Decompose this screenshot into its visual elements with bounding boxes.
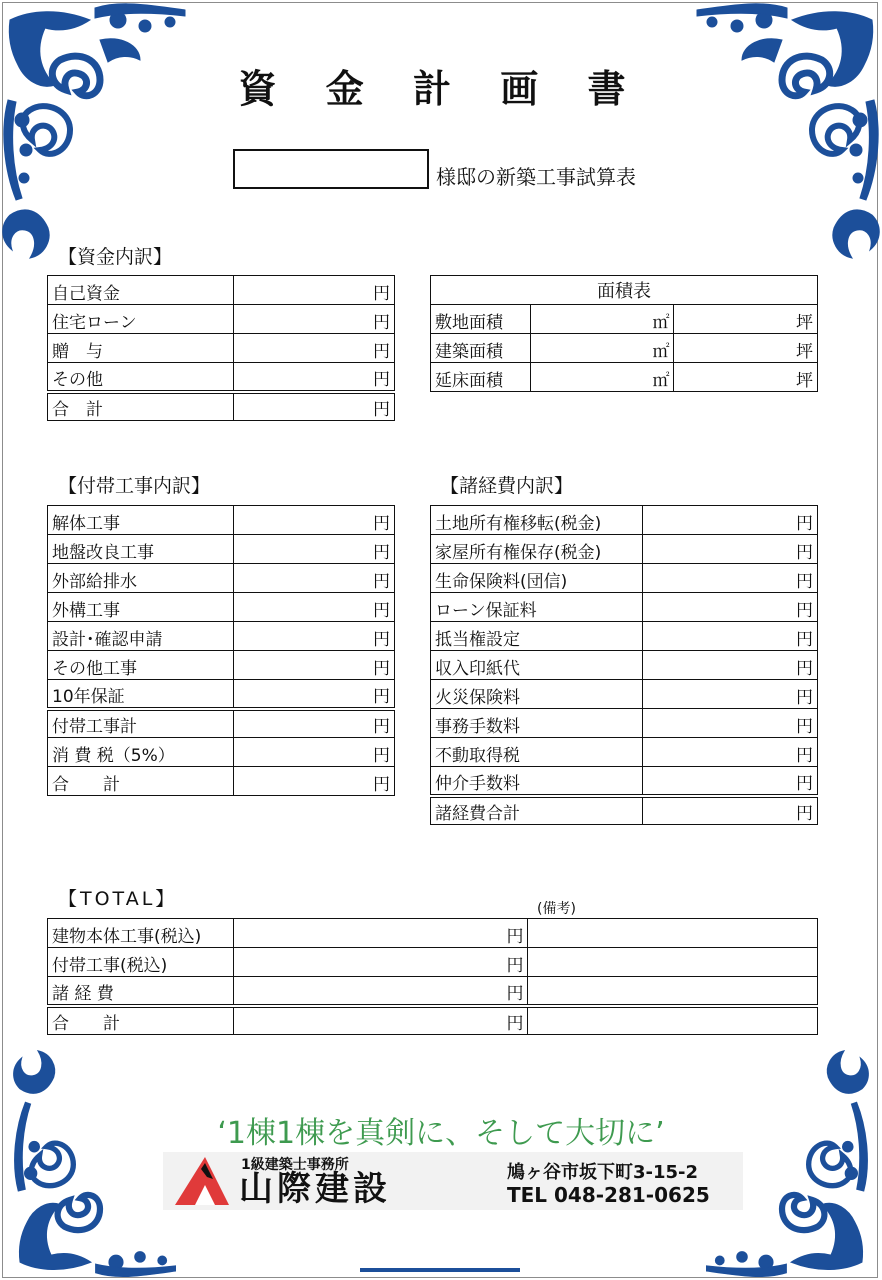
row-label: 解体工事 [48, 506, 234, 535]
row-label: 諸経費合計 [431, 796, 643, 825]
row-label: ローン保証料 [431, 593, 643, 622]
row-label: 事務手数料 [431, 709, 643, 738]
amount-cell[interactable]: 円 [233, 564, 394, 593]
row-label: 自己資金 [48, 276, 234, 305]
row-label: 抵当権設定 [431, 622, 643, 651]
ornament-corner-top-right [682, 0, 882, 270]
ornament-bottom-line [360, 1268, 520, 1272]
client-name-box[interactable] [233, 149, 429, 189]
table-row [48, 919, 818, 948]
notes-label: (備考) [537, 901, 576, 917]
row-label: 収入印紙代 [431, 651, 643, 680]
page-title: 資 金 計 画 書 [238, 67, 644, 111]
amount-cell[interactable]: 円 [233, 680, 394, 709]
notes-cell[interactable] [528, 919, 818, 948]
amount-cell[interactable]: 円 [233, 767, 394, 796]
amount-cell[interactable]: 円 [642, 709, 817, 738]
table-row [48, 564, 395, 593]
company-address: 鳩ヶ谷市坂下町3-15-2 [507, 1162, 699, 1183]
row-label: 生命保険料(団信) [431, 564, 643, 593]
company-logo-icon [171, 1155, 233, 1207]
row-label: 贈 与 [48, 334, 234, 363]
total-row [48, 392, 395, 421]
table-row [48, 651, 395, 680]
notes-cell[interactable] [528, 948, 818, 977]
amount-cell[interactable]: 円 [233, 276, 394, 305]
table-row [48, 334, 395, 363]
amount-cell[interactable]: 円 [642, 593, 817, 622]
amount-cell[interactable]: 円 [233, 738, 394, 767]
misc-costs-heading: 【諸経費内訳】 [440, 475, 574, 497]
row-label: 諸 経 費 [48, 977, 234, 1006]
row-label: 合 計 [48, 767, 234, 796]
row-label: 合 計 [48, 392, 234, 421]
total-row [48, 767, 395, 796]
row-label: 敷地面積 [431, 305, 531, 334]
amount-cell[interactable]: 円 [642, 535, 817, 564]
sqm-cell[interactable]: ㎡ [530, 305, 674, 334]
row-label: 消 費 税（5%） [48, 738, 234, 767]
table-row [431, 593, 818, 622]
table-row [48, 363, 395, 392]
row-label: 住宅ローン [48, 305, 234, 334]
row-label: 不動取得税 [431, 738, 643, 767]
table-row [431, 767, 818, 796]
amount-cell[interactable]: 円 [233, 977, 528, 1006]
misc-costs-table [430, 505, 818, 825]
table-row [48, 680, 395, 709]
row-label: 外構工事 [48, 593, 234, 622]
table-row [431, 363, 818, 392]
table-row [431, 738, 818, 767]
tax-row [48, 738, 395, 767]
table-row [431, 680, 818, 709]
extra-works-heading: 【付帯工事内訳】 [58, 475, 211, 497]
row-label: その他工事 [48, 651, 234, 680]
table-row [48, 535, 395, 564]
table-header-row [431, 276, 818, 305]
row-label: 建築面積 [431, 334, 531, 363]
row-label: 設計･確認申請 [48, 622, 234, 651]
row-label: 建物本体工事(税込) [48, 919, 234, 948]
company-name: 山際建設 [239, 1169, 391, 1209]
amount-cell[interactable]: 円 [233, 1006, 528, 1035]
amount-cell[interactable]: 円 [642, 767, 817, 796]
table-row [48, 977, 818, 1006]
amount-cell[interactable]: 円 [233, 305, 394, 334]
company-banner [163, 1152, 743, 1210]
tsubo-cell[interactable]: 坪 [674, 334, 818, 363]
company-subtitle: 1級建築士事務所 [241, 1157, 349, 1173]
amount-cell[interactable]: 円 [233, 363, 394, 392]
tsubo-cell[interactable]: 坪 [674, 363, 818, 392]
amount-cell[interactable]: 円 [642, 622, 817, 651]
amount-cell[interactable]: 円 [233, 709, 394, 738]
row-label: 合 計 [48, 1006, 234, 1035]
total-heading: 【TOTAL】 [58, 888, 178, 910]
amount-cell[interactable]: 円 [233, 334, 394, 363]
row-label: 10年保証 [48, 680, 234, 709]
row-label: 地盤改良工事 [48, 535, 234, 564]
row-label: 土地所有権移転(税金) [431, 506, 643, 535]
subtotal-row [48, 709, 395, 738]
table-row [431, 305, 818, 334]
amount-cell[interactable]: 円 [233, 506, 394, 535]
amount-cell[interactable]: 円 [233, 651, 394, 680]
amount-cell[interactable]: 円 [233, 392, 394, 421]
table-row [431, 564, 818, 593]
row-label: 火災保険料 [431, 680, 643, 709]
table-row [48, 948, 818, 977]
ornament-corner-top-left [0, 0, 200, 270]
table-row [431, 709, 818, 738]
row-label: 延床面積 [431, 363, 531, 392]
funds-heading: 【資金内訳】 [58, 246, 173, 268]
row-label: 付帯工事(税込) [48, 948, 234, 977]
row-label: 外部給排水 [48, 564, 234, 593]
area-heading: 面積表 [431, 276, 818, 305]
funds-table [47, 275, 395, 421]
table-row [431, 622, 818, 651]
amount-cell[interactable]: 円 [642, 564, 817, 593]
amount-cell[interactable]: 円 [233, 919, 528, 948]
amount-cell[interactable]: 円 [642, 651, 817, 680]
table-row [431, 334, 818, 363]
area-table [430, 275, 818, 392]
amount-cell[interactable]: 円 [233, 948, 528, 977]
total-row [431, 796, 818, 825]
amount-cell[interactable]: 円 [642, 738, 817, 767]
table-row [48, 276, 395, 305]
row-label: 家屋所有権保存(税金) [431, 535, 643, 564]
amount-cell[interactable]: 円 [233, 535, 394, 564]
table-row [48, 622, 395, 651]
table-row [48, 593, 395, 622]
notes-cell[interactable] [528, 1006, 818, 1035]
slogan: ‘1棟1棟を真剣に、そして大切に’ [217, 1116, 665, 1151]
row-label: 仲介手数料 [431, 767, 643, 796]
sqm-cell[interactable]: ㎡ [530, 363, 674, 392]
table-row [48, 305, 395, 334]
amount-cell[interactable]: 円 [233, 622, 394, 651]
amount-cell[interactable]: 円 [233, 593, 394, 622]
table-row [48, 506, 395, 535]
total-row [48, 1006, 818, 1035]
total-table [47, 918, 818, 1035]
amount-cell[interactable]: 円 [642, 680, 817, 709]
sqm-cell[interactable]: ㎡ [530, 334, 674, 363]
amount-cell[interactable]: 円 [642, 796, 817, 825]
table-row [431, 506, 818, 535]
company-phone: TEL 048-281-0625 [507, 1183, 710, 1207]
notes-cell[interactable] [528, 977, 818, 1006]
table-row [431, 535, 818, 564]
row-label: その他 [48, 363, 234, 392]
extra-works-table [47, 505, 395, 796]
tsubo-cell[interactable]: 坪 [674, 305, 818, 334]
amount-cell[interactable]: 円 [642, 506, 817, 535]
row-label: 付帯工事計 [48, 709, 234, 738]
subtitle: 様邸の新築工事試算表 [436, 165, 636, 189]
table-row [431, 651, 818, 680]
